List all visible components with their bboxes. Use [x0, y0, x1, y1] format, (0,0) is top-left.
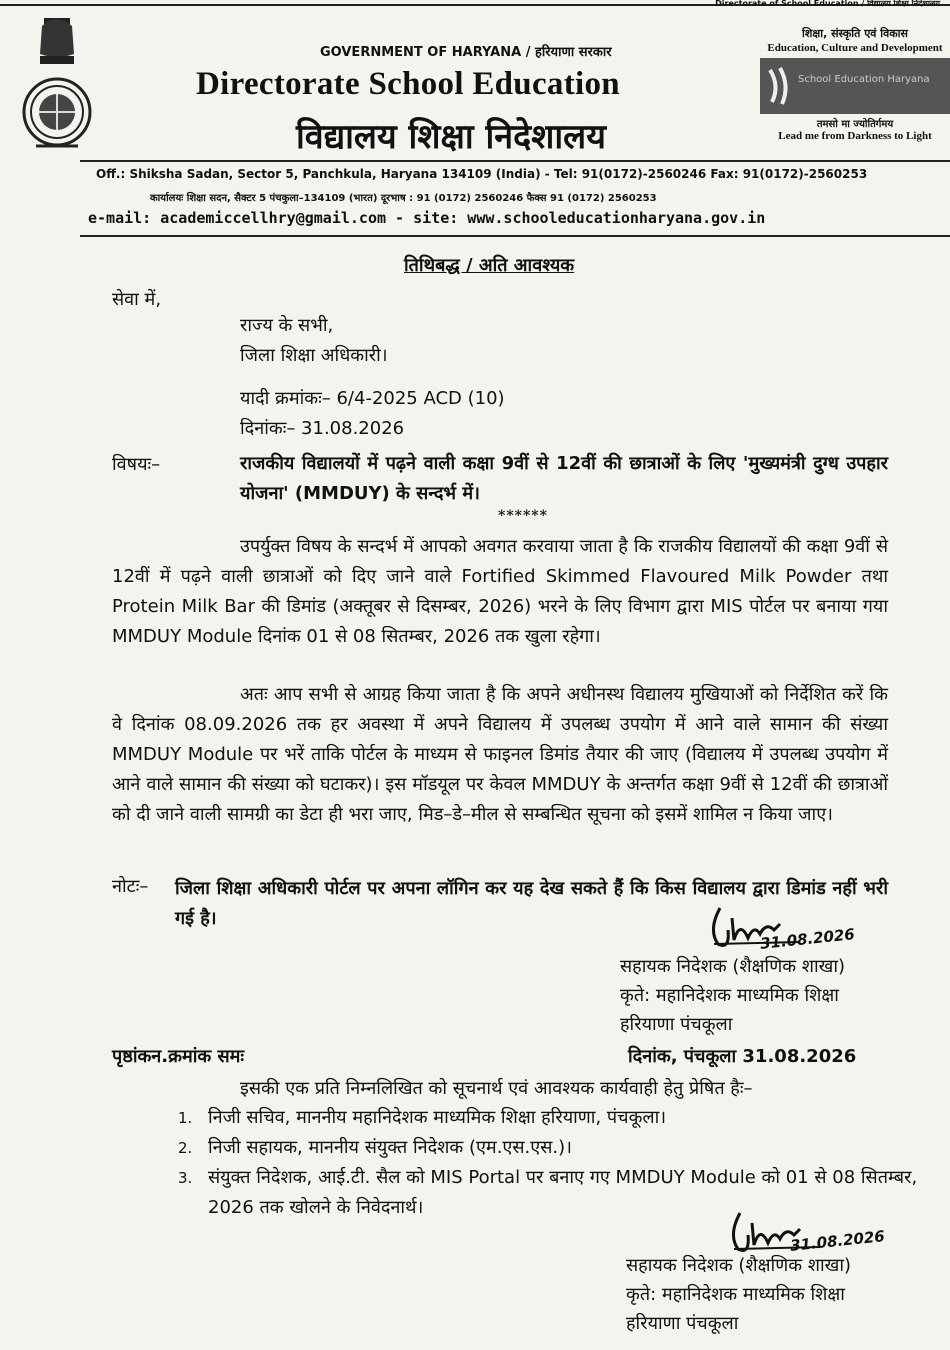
- endorsement-number: पृष्ठांकन.क्रमांक समः: [112, 1046, 245, 1067]
- addressee-line-1: राज्य के सभी,: [240, 315, 334, 336]
- department-logo-image: [760, 58, 950, 114]
- addressee-line-2: जिला शिक्षा अधिकारी।: [240, 345, 388, 366]
- top-strip-text: Directorate of School Education / विद्यालय शिक्षा निदेशालय: [715, 0, 940, 8]
- logo-text: School Education Haryana: [798, 74, 930, 85]
- office-address-hi: कार्यालयः शिक्षा सदन, सैक्टर 5 पंचकुला–134109 (भारत) दूरभाष : 91 (0172) 2560246 फैक्स 91 (0172) 2560253: [150, 193, 657, 204]
- signature-2-date: 31.08.2026: [789, 1227, 886, 1255]
- signatory-2-place: हरियाणा पंचकूला: [626, 1313, 739, 1334]
- copy-list-item: 3. संयुक्त निदेशक, आई.टी. सैल को MIS Portal पर बनाए गए MMDUY Module को 01 से 08 सितम्बर, 2026 तक खोलने के निवेदनार्थ।: [178, 1167, 918, 1218]
- header-rule-top: [80, 160, 950, 162]
- motto-hi: तमसो मा ज्योतिर्गमय: [816, 119, 894, 130]
- government-label: GOVERNMENT OF HARYANA / हरियाणा सरकार: [320, 45, 612, 60]
- paragraph-1: [112, 532, 888, 652]
- header-rule-bottom: [80, 235, 950, 237]
- right-tagline-en: Education, Culture and Development: [767, 42, 943, 54]
- signature-block-2: [626, 1251, 851, 1338]
- signatory-2-on-behalf: कृते: महानिदेशक माध्यमिक शिक्षा: [626, 1284, 845, 1305]
- salutation: सेवा में,: [112, 289, 162, 310]
- subject-text: राजकीय विद्यालयों में पढ़ने वाली कक्षा 9वीं से 12वीं की छात्राओं के लिए 'मुख्यमंत्री दुग्ध उपहार योजना' (MMDUY) के सन्दर्भ में।: [240, 453, 888, 504]
- signatory-on-behalf: कृते: महानिदेशक माध्यमिक शिक्षा: [620, 985, 839, 1006]
- letter-date: दिनांकः– 31.08.2026: [240, 418, 405, 439]
- endorsement-date: दिनांक, पंचकूला 31.08.2026: [628, 1046, 857, 1067]
- separator-stars: ******: [498, 508, 548, 524]
- signatory-2-designation: सहायक निदेशक (शैक्षणिक शाखा): [626, 1255, 852, 1276]
- paragraph-2-text: अतः आप सभी से आग्रह किया जाता है कि अपने अधीनस्थ विद्यालय मुखियाओं को निर्देशित करें कि वे दिनांक 08.09.2026 तक हर अवस्था में अपने विद्यालय में उपलब्ध उपयोग में आने वाले सामान की संख्या MMDUY Module पर भरें ताकि पोर्टल के माध्यम से फाइनल डिमांड तैयार की जाए (विद्यालय में उपलब्ध उपयोग में आने वाले सामान की संख्या को घटाकर)। इस मॉडयूल पर केवल MMDUY के अन्तर्गत कक्षा 9वीं से 12वीं की छात्राओं को दी जाने वाली सामग्री का डेटा ही भरा जाए, मिड–डे–मील से सम्बन्धित सूचना को इसमें शामिल न किया जाए।: [112, 684, 888, 825]
- urgent-label: तिथिबद्ध / अति आवश्यक: [404, 255, 575, 276]
- copy-intro: इसकी एक प्रति निम्नलिखित को सूचनार्थ एवं आवश्यक कार्यवाही हेतु प्रेषित हैः–: [240, 1078, 753, 1099]
- directorate-title-en: Directorate School Education: [196, 66, 620, 102]
- office-address-en: Off.: Shiksha Sadan, Sector 5, Panchkula, Haryana 134109 (India) - Tel: 91(0172)-2560246 Fax: 91(0172)-2560253: [96, 167, 868, 181]
- right-header-block: [760, 26, 950, 142]
- paragraph-2: [112, 680, 888, 830]
- motto-en: Lead me from Darkness to Light: [778, 130, 932, 142]
- subject-label: विषयः–: [112, 454, 161, 475]
- haryana-emblem-icon: [22, 14, 92, 154]
- note-label: नोटः–: [112, 876, 149, 897]
- copy-list-item: 2. निजी सहायक, माननीय संयुक्त निदेशक (एम.एस.एस.)।: [178, 1137, 572, 1158]
- note-text: जिला शिक्षा अधिकारी पोर्टल पर अपना लॉगिन कर यह देख सकते हैं कि किस विद्यालय द्वारा डिमांड नहीं भरी गई है।: [175, 878, 888, 929]
- signatory-place: हरियाणा पंचकूला: [620, 1014, 733, 1035]
- copy-list-item: 1. निजी सचिव, माननीय महानिदेशक माध्यमिक शिक्षा हरियाणा, पंचकूला।: [178, 1107, 667, 1128]
- paragraph-1-text: उपर्युक्त विषय के सन्दर्भ में आपको अवगत करवाया जाता है कि राजकीय विद्यालयों की कक्षा 9वीं से 12वीं में पढ़ने वाली छात्राओं को दिए जाने वाले Fortified Skimmed Flavoured Milk Powder तथा Protein Milk Bar की डिमांड (अक्तूबर से दिसम्बर, 2026) भरने के लिए विभाग द्वारा MIS पोर्टल पर बनाया गया MMDUY Module दिनांक 01 से 08 सितम्बर, 2026 तक खुला रहेगा।: [112, 536, 888, 647]
- directorate-title-hi: विद्यालय शिक्षा निदेशालय: [296, 117, 606, 157]
- right-tagline-hi: शिक्षा, संस्कृति एवं विकास: [802, 27, 908, 40]
- signature-block-1: [620, 952, 845, 1039]
- email-site-line: e-mail: academiccellhry@gmail.com - site: www.schooleducationharyana.gov.in: [88, 209, 766, 227]
- memo-number: यादी क्रमांकः– 6/4-2025 ACD (10): [240, 388, 505, 409]
- signature-1-date: 31.08.2026: [759, 925, 856, 953]
- signatory-designation: सहायक निदेशक (शैक्षणिक शाखा): [620, 956, 846, 977]
- lamp-icon: [766, 66, 794, 106]
